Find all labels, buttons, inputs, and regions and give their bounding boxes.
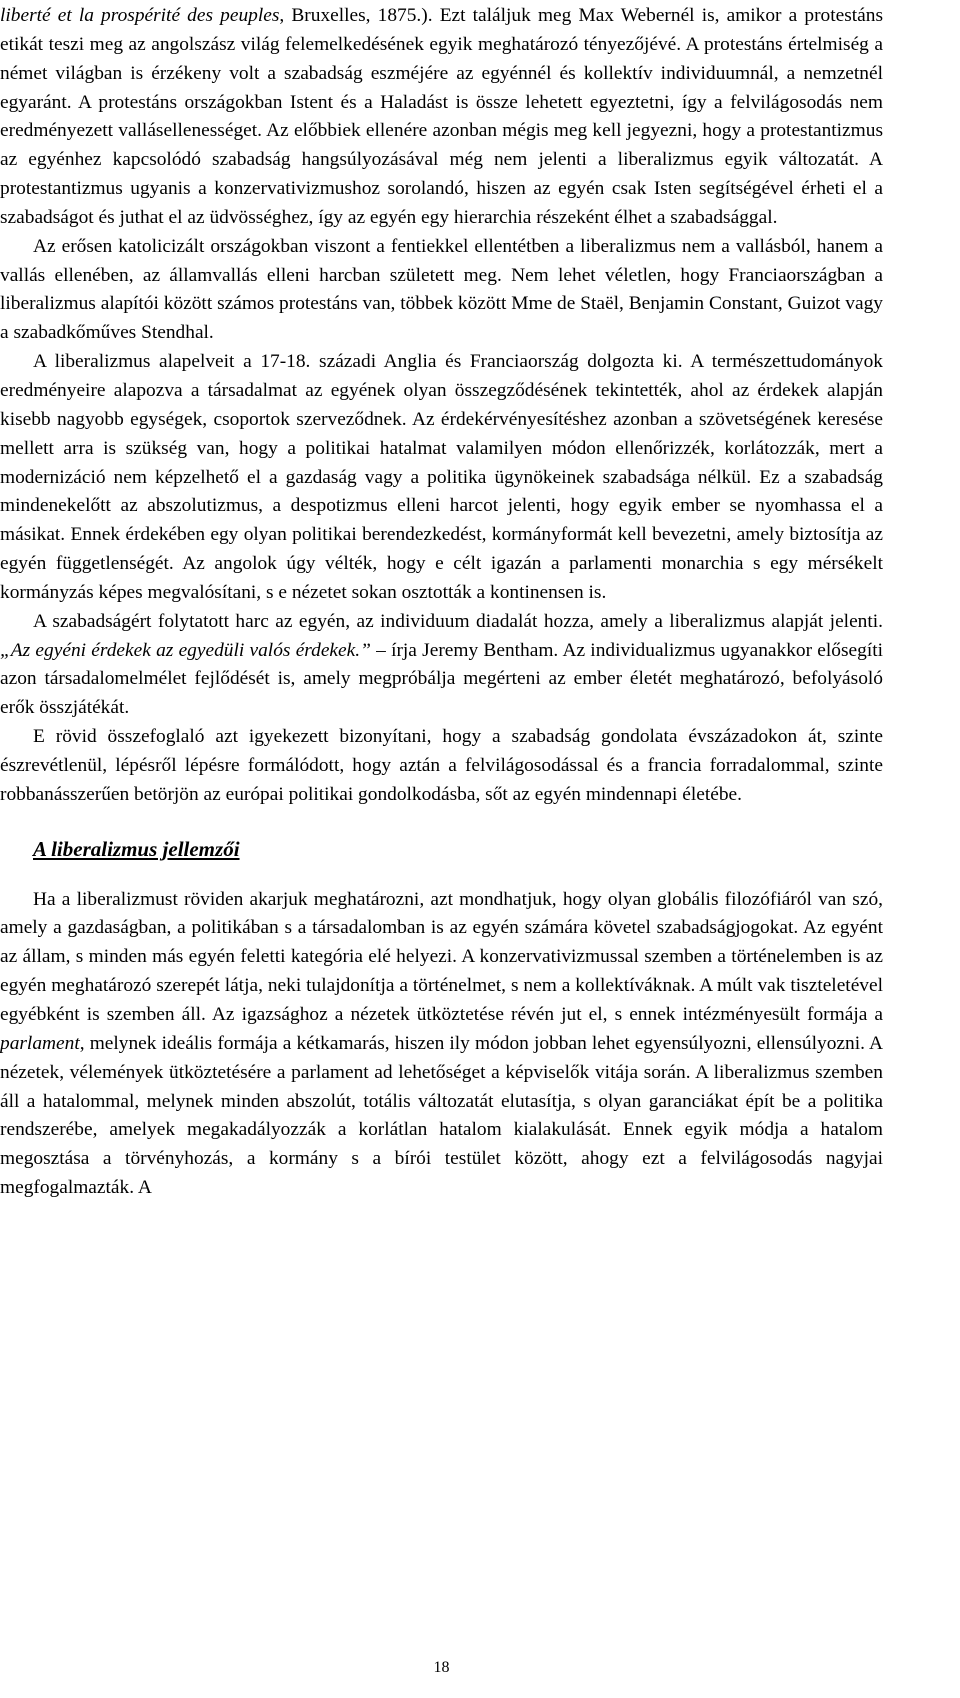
section-paragraphs xyxy=(0,886,883,1203)
text-run: E rövid összefoglaló azt igyekezett bizonyítani, hogy a szabadság gondolata évszázadokon át, szinte észrevétlenül, lépésről lépésre formálódott, hogy aztán a felvilágosodással és a francia forradalommal, szinte robbanásszerűen betörjön az európai politikai gondolkodásba, sőt az egyén mindennapi életébe. xyxy=(0,726,883,805)
paragraph-p6 xyxy=(0,886,883,1203)
text-run: A szabadságért folytatott harc az egyén, az individuum diadalát hozza, amely a liberalizmus alapját jelenti. xyxy=(33,610,883,632)
section-title: A liberalizmus jellemzői xyxy=(33,836,240,861)
text-run: , melynek ideális formája a kétkamarás, hiszen ily módon jobban lehet egyensúlyozni, ellensúlyozni. A nézetek, vélemények ütköztetésére a parlament ad lehetőséget a képviselők vitája során. A liberalizmus szemben áll a hatalommal, melynek minden abszolút, totális változatát elutasítja, s olyan garanciákat épít be a politika rendszerébe, amelyek megakadályozzák a korlátlan hatalom kialakulását. Ennek egyik módja a hatalom megosztása a törvényhozás, a kormány s a bírói testület között, ahogy ezt a felvilágosodás nagyjai megfogalmazták. A xyxy=(0,1032,883,1199)
paragraph-p3 xyxy=(0,348,883,608)
page-number: 18 xyxy=(433,1659,450,1676)
text-run: Ha a liberalizmust röviden akarjuk meghatározni, azt mondhatjuk, hogy olyan globális filozófiáról van szó, amely a gazdaságban, a politikában s a társadalomban is az egyén számára követel szabadságjogokat. Az egyént az állam, s minden más egyén feletti kategória elé helyezi. A konzervativizmussal szemben a történelemben is az egyén meghatározó szerepét látja, neki tulajdonítja a történelmet, s nem a kollektíváknak. A múlt vak tiszteletével egyébként is szemben áll. Az igazsághoz a nézetek ütköztetése révén jut el, s ennek intézményesült formája a xyxy=(0,888,883,1025)
body-text xyxy=(0,2,883,1203)
italic-text: liberté et la prospérité des peuples xyxy=(0,5,280,26)
text-run: – írja Jeremy Bentham. Az individualizmus ugyanakkor elősegíti azon társadalomelmélet fejlődését is, amely megpróbálja megérteni az ember életét meghatározó, befolyásoló erők összjátékát. xyxy=(0,639,883,719)
text-run: A liberalizmus alapelveit a 17-18. századi Anglia és Franciaország dolgozta ki. A természettudományok eredményeire alapozva a társadalmat az egyének olyan összegződésének tekintették, ahol az érdekek alapján kisebb nagyobb egységek, csoportok szerveződnek. Az érdekérvényesítéshez azonban a szövetségének keresése mellett arra is szükség van, hogy a politikai hatalmat valamilyen módon ellenőrizzék, korlátozzák, mert a modernizáció nem képzelhető el a gazdaság vagy a politika ügynökeinek szabadsága nélkül. Ez a szabadság mindenekelőtt az abszolutizmus, a despotizmus elleni harcot jelenti, hogy egyik ember se nyomhassa el a másikat. Ennek érdekében egy olyan politikai berendezkedést, kormányformát kell bevezetni, amely biztosítja az egyén függetlenségét. Az angolok úgy vélték, hogy e célt igazán a parlamenti monarchia s egy mérsékelt kormányzás képes megvalósítani, s e nézetet sokan osztották a kontinensen is. xyxy=(0,351,883,603)
paragraph-p4 xyxy=(0,608,883,723)
italic-text: „Az egyéni érdekek az egyedüli valós érdekek.” xyxy=(0,639,371,661)
paragraph-p1 xyxy=(0,2,883,233)
paragraph-p5 xyxy=(0,723,883,810)
intro-paragraphs xyxy=(0,2,883,810)
paragraph-p2 xyxy=(0,233,883,348)
italic-text: parlament xyxy=(0,1032,80,1054)
text-run: , Bruxelles, 1875.). Ezt találjuk meg Max Webernél is, amikor a protestáns etikát teszi meg az angolszász világ felemelkedésének egyik meghatározó tényezőjévé. A protestáns értelmiség a német világban is érzékeny volt a szabadság eszméjére az egyénnél és kollektív individuumnál, a nemzetnél egyaránt. A protestáns országokban Istent és a Haladást is össze lehetett egyeztetni, így a felvilágosodás nem eredményezett vallásellenességet. Az előbbiek ellenére azonban mégis meg kell jegyezni, hogy a protestantizmus az egyénhez kapcsolódó szabadság hangsúlyozásával még nem jelenti a liberalizmus egyik változatát. A protestantizmus ugyanis a konzervativizmushoz sorolandó, hiszen az egyén csak Isten segítségével érheti el a szabadságot és juthat el az üdvösséghez, így az egyén egy hierarchia részeként élhet a szabadsággal. xyxy=(0,5,883,228)
text-run: Az erősen katolicizált országokban viszont a fentiekkel ellentétben a liberalizmus nem a vallásból, hanem a vallás ellenében, az államvallás elleni harcban született meg. Nem lehet véletlen, hogy Franciaországban a liberalizmus alapítói között számos protestáns van, többek között Mme de Staël, Benjamin Constant, Guizot vagy a szabadkőműves Stendhal. xyxy=(0,235,883,344)
